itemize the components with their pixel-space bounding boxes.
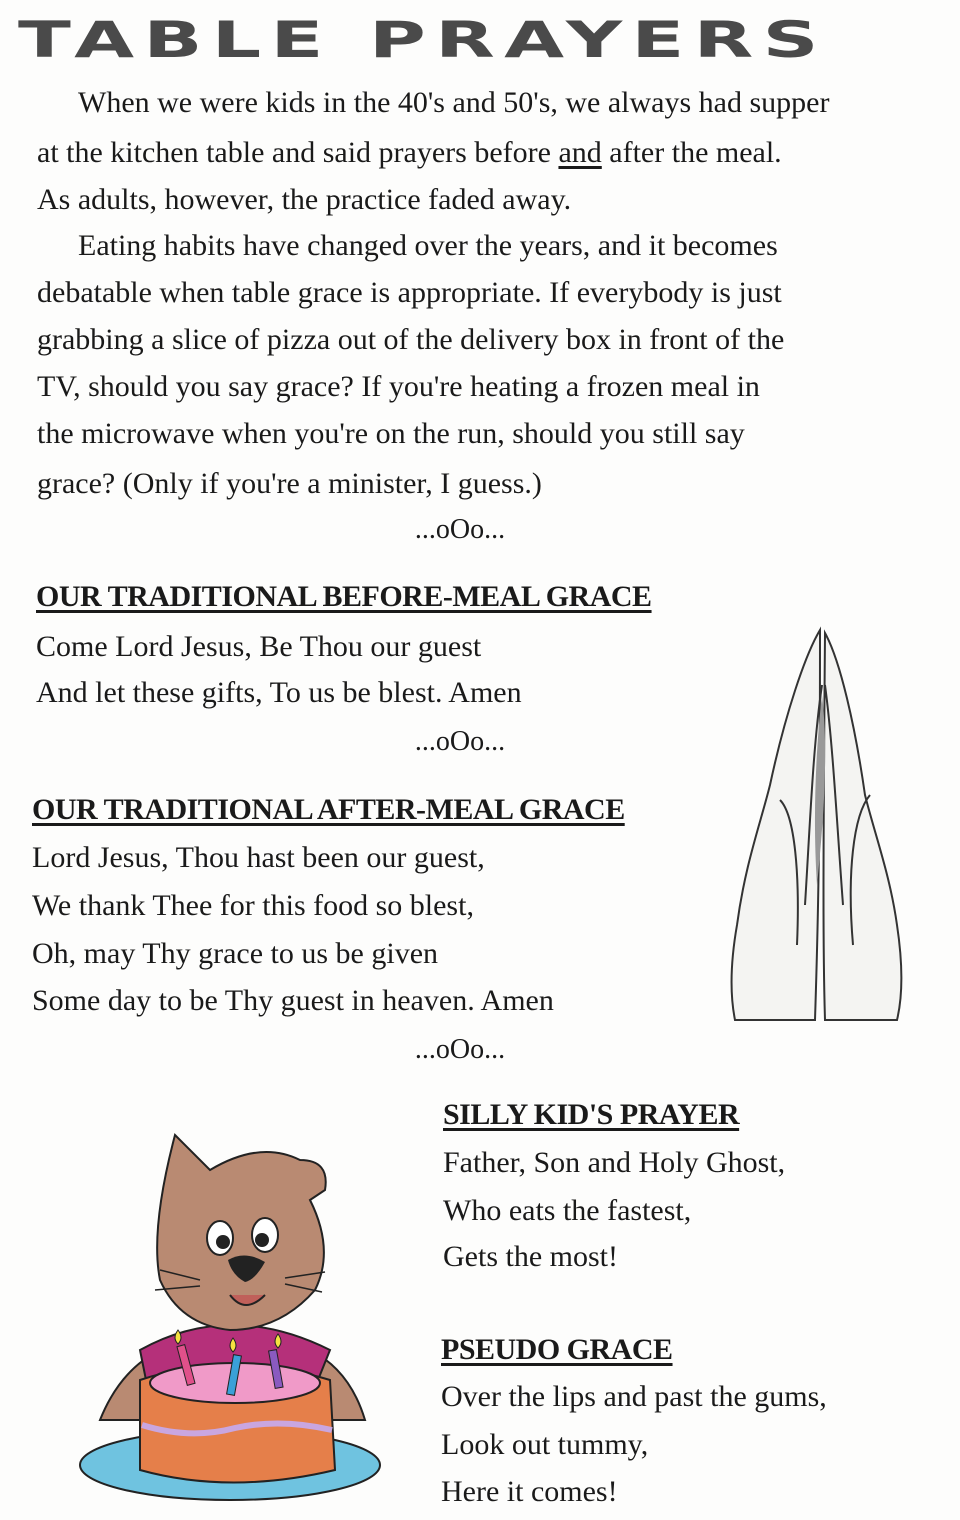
intro-line: grabbing a slice of pizza out of the delivery box in front of the — [37, 323, 785, 356]
text: at the kitchen table and said prayers before — [37, 136, 559, 169]
separator: ...oOo... — [414, 514, 506, 545]
separator: ...oOo... — [414, 1034, 506, 1065]
text: after the meal. — [601, 136, 782, 169]
page-title: TABLE PRAYERS — [18, 11, 828, 69]
intro-line: When we were kids in the 40's and 50's, we always had supper — [78, 86, 830, 119]
prayer-line: Come Lord Jesus, Be Thou our guest — [36, 630, 482, 663]
prayer-line: Look out tummy, — [441, 1428, 649, 1461]
prayer-line: And let these gifts, To us be blest. Amen — [36, 676, 522, 709]
intro-line: debatable when table grace is appropriate. If everybody is just — [37, 276, 782, 309]
intro-line: TV, should you say grace? If you're heating a frozen meal in — [37, 370, 760, 403]
pseudo-grace-heading: PSEUDO GRACE — [441, 1333, 673, 1366]
dog-birthday-cake-illustration — [60, 1100, 400, 1510]
prayer-line: Some day to be Thy guest in heaven. Amen — [32, 984, 554, 1017]
intro-line: the microwave when you're on the run, should you still say — [37, 417, 745, 450]
intro-line — [37, 135, 782, 171]
underlined-word: and — [558, 136, 602, 169]
intro-line: Eating habits have changed over the years, and it becomes — [78, 229, 778, 262]
prayer-line: Gets the most! — [443, 1240, 618, 1273]
prayer-line: Oh, may Thy grace to us be given — [32, 937, 439, 970]
intro-line: grace? (Only if you're a minister, I guess.) — [37, 467, 542, 500]
prayer-line: Here it comes! — [441, 1475, 618, 1508]
before-meal-heading: OUR TRADITIONAL BEFORE-MEAL GRACE — [36, 580, 652, 613]
silly-prayer-heading: SILLY KID'S PRAYER — [443, 1098, 740, 1131]
intro-line: As adults, however, the practice faded away. — [37, 183, 572, 216]
after-meal-heading: OUR TRADITIONAL AFTER-MEAL GRACE — [32, 793, 625, 826]
prayer-line: We thank Thee for this food so blest, — [32, 889, 474, 922]
separator: ...oOo... — [414, 726, 506, 757]
prayer-line: Father, Son and Holy Ghost, — [443, 1146, 786, 1179]
prayer-line: Lord Jesus, Thou hast been our guest, — [32, 841, 485, 874]
praying-hands-illustration — [725, 625, 910, 1025]
prayer-line: Over the lips and past the gums, — [441, 1380, 827, 1413]
prayer-line: Who eats the fastest, — [443, 1194, 692, 1227]
